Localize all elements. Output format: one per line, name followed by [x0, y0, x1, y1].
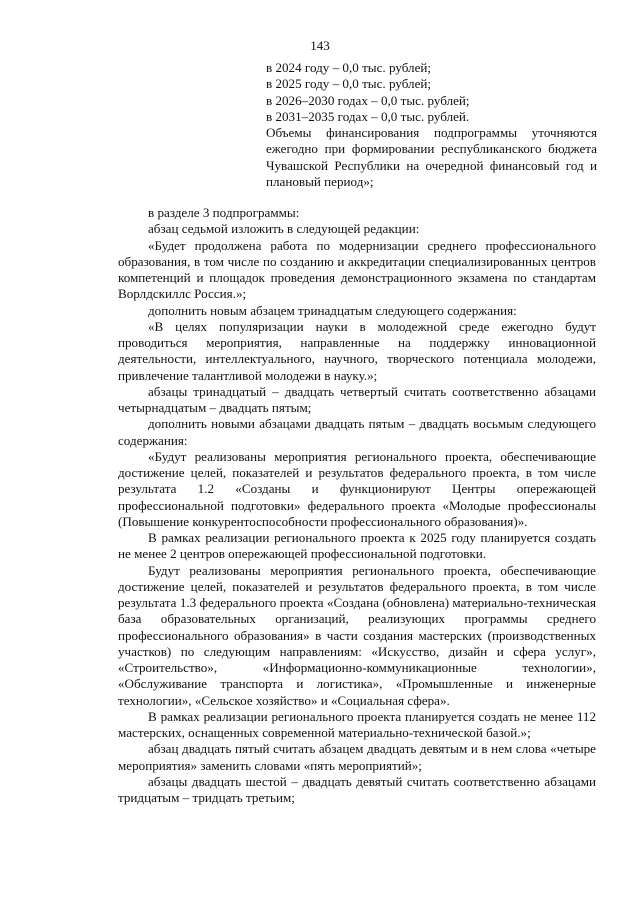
paragraph: в разделе 3 подпрограммы:	[148, 205, 300, 220]
paragraph: абзацы двадцать шестой – двадцать девятый считать соответственно абзацами тридцатым – тридцать третьим;	[118, 773, 596, 805]
funding-note-paragraph: Объемы финансирования подпрограммы уточняются ежегодно при формировании республиканского бюджета Чувашской Республики на очередной финансовый год и плановый период»;	[266, 125, 597, 190]
funding-quote-block	[266, 60, 597, 190]
document-body	[118, 205, 596, 806]
paragraph: «В целях популяризации науки в молодежной среде ежегодно будут проводиться мероприятия, направленные на поддержку инновационной деятельности, интеллектуального, научного, творческого потенциала молодежи, привлечение талантливой молодежи в науку.»;	[118, 318, 596, 383]
paragraph: дополнить новыми абзацами двадцать пятым – двадцать восьмым следующего содержания:	[118, 416, 596, 448]
paragraph: дополнить новым абзацем тринадцатым следующего содержания:	[148, 302, 517, 318]
funding-line: в 2031–2035 годах – 0,0 тыс. рублей.	[266, 108, 470, 124]
funding-line: в 2024 году – 0,0 тыс. рублей;	[266, 60, 432, 75]
paragraph: В рамках реализации регионального проекта планируется создать не менее 112 мастерских, оснащенных современной материально-технической базой.»;	[118, 708, 596, 740]
paragraph: «Будет продолжена работа по модернизации среднего профессионального образования, в том числе по созданию и аккредитации специализированных центров компетенций и площадок проведения демонстрационного экзамена по стандартам Ворлдскиллс Россия.»;	[118, 237, 596, 302]
paragraph: Будут реализованы мероприятия регионального проекта, обеспечивающие достижение целей, показателей и результатов федерального проекта, в том числе результата 1.3 федерального проекта «Создана (обновлена) материально-техническая база образовательных организаций, реализующих программы среднего профессионального образования» в части создания мастерских (производственных участков) по следующим направлениям: «Искусство, дизайн и сфера услуг», «Строительство», «Информационно-коммуникационные технологии», «Обслуживание транспорта и логистика», «Промышленные и инженерные технологии», «Сельское хозяйство» и «Социальная сфера».	[118, 562, 596, 708]
paragraph: абзацы тринадцатый – двадцать четвертый считать соответственно абзацами четырнадцатым – двадцать пятым;	[118, 383, 596, 415]
funding-line: в 2026–2030 годах – 0,0 тыс. рублей;	[266, 92, 470, 108]
paragraph: «Будут реализованы мероприятия регионального проекта, обеспечивающие достижение целей, показателей и результатов федерального проекта, в том числе результата 1.2 «Созданы и функционируют Центры опережающей профессиональной подготовки» федерального проекта «Молодые профессионалы (Повышение конкурентоспособности профессионального образования)».	[118, 448, 596, 529]
page-number: 143	[310, 38, 330, 53]
paragraph: абзац седьмой изложить в следующей редакции:	[148, 221, 420, 237]
paragraph: абзац двадцать пятый считать абзацем двадцать девятым и в нем слова «четыре мероприятия» заменить словами «пять мероприятий»;	[118, 741, 596, 773]
paragraph: В рамках реализации регионального проекта к 2025 году планируется создать не менее 2 центров опережающей профессиональной подготовки.	[118, 530, 596, 562]
funding-line: в 2025 году – 0,0 тыс. рублей;	[266, 76, 432, 92]
